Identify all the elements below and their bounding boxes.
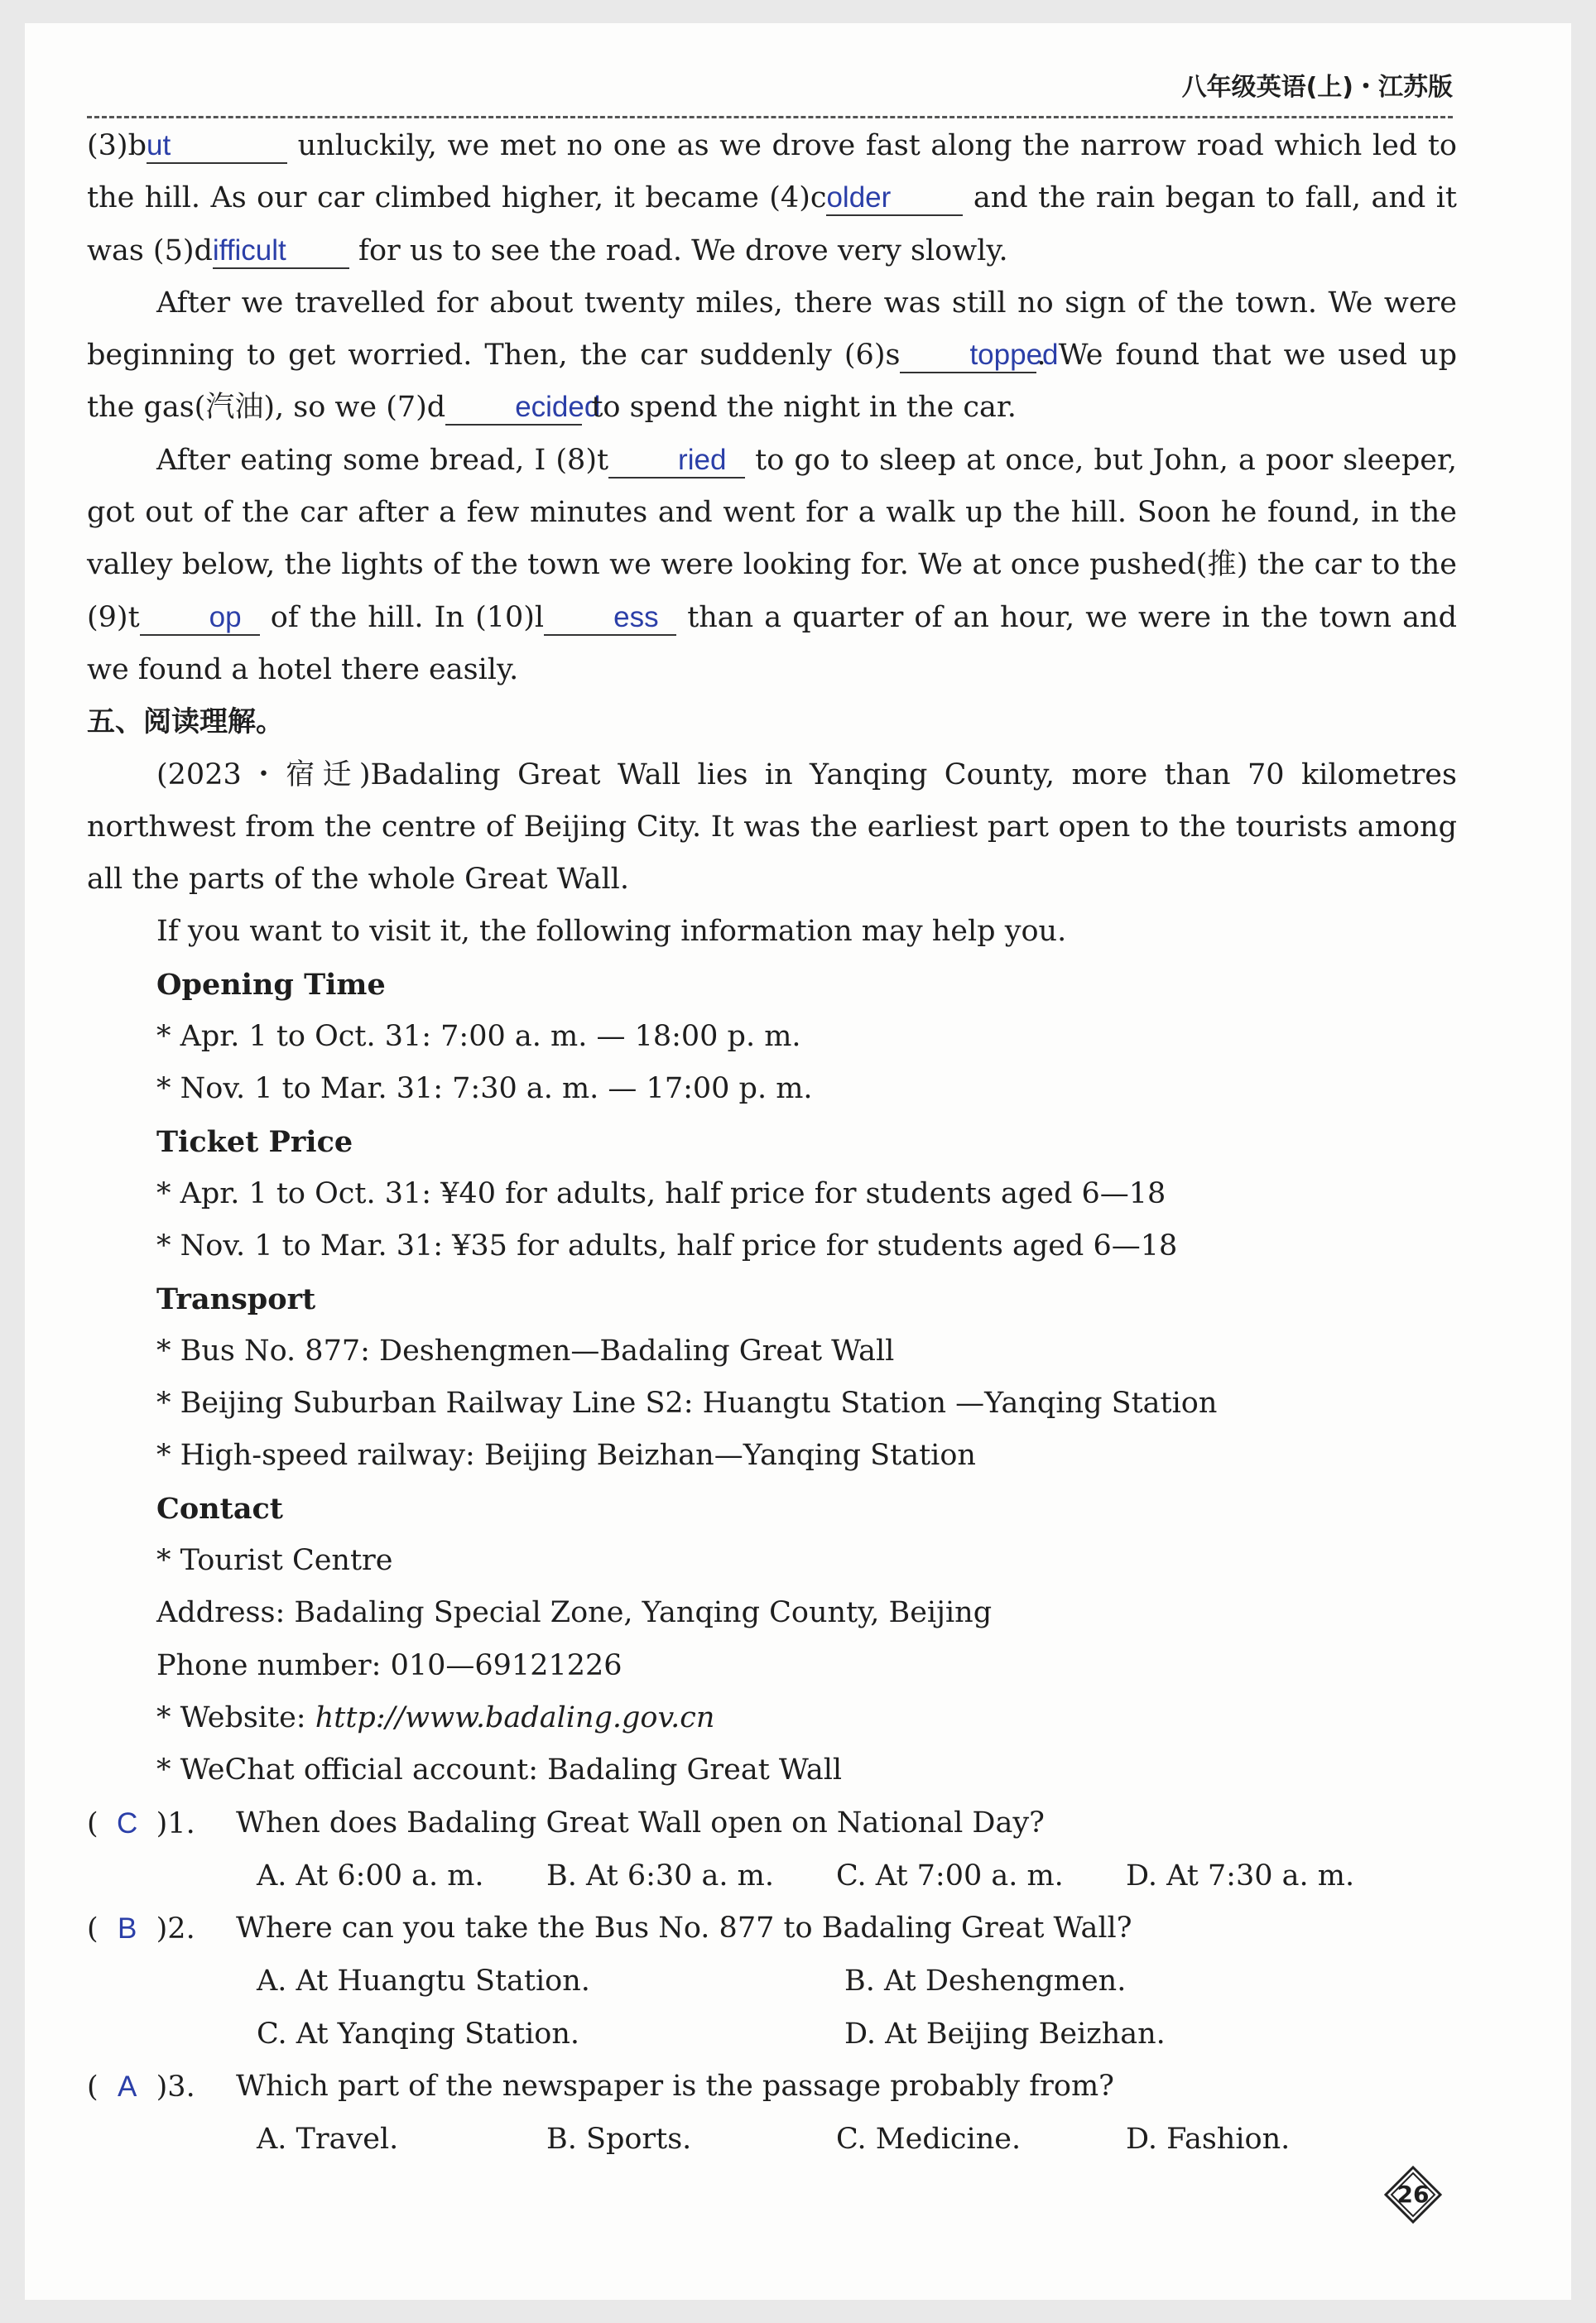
- transport-line: * High-speed railway: Beijing Beizhan—Yanqing Station: [156, 1439, 976, 1473]
- answer-blank-3: ut: [147, 129, 287, 164]
- opening-time-heading: Opening Time: [156, 967, 386, 1002]
- ticket-price-heading: Ticket Price: [156, 1124, 353, 1159]
- blank-number: (9)t: [87, 600, 140, 634]
- transport-heading: Transport: [156, 1282, 316, 1316]
- transport-line: * Beijing Suburban Railway Line S2: Huangtu Station —Yanqing Station: [156, 1387, 1218, 1421]
- answer-blank-10: ess: [544, 601, 676, 636]
- question-number: )3.: [156, 2070, 195, 2104]
- question-1: [87, 1797, 1457, 1850]
- header-title: 八年级英语(上)・江苏版: [1181, 73, 1453, 102]
- answer-blank-8: ried: [608, 444, 745, 479]
- answer-blank-4: older: [826, 181, 963, 216]
- question-text: When does Badaling Great Wall open on National Day?: [236, 1806, 1045, 1840]
- question-2: [87, 1902, 1457, 1955]
- opening-time-line: * Nov. 1 to Mar. 31: 7:30 a. m. — 17:00 p. m.: [156, 1072, 813, 1106]
- answer-blank-5: ifficult: [213, 234, 349, 269]
- answer-bracket: [87, 1902, 236, 1955]
- passage-paragraph-2: [87, 277, 1457, 435]
- opening-time-line: * Apr. 1 to Oct. 31: 7:00 a. m. — 18:00 p. m.: [156, 1020, 801, 1054]
- ticket-price-line: * Apr. 1 to Oct. 31: ¥40 for adults, half price for students aged 6—18: [156, 1176, 1166, 1210]
- page-number-badge: [1384, 2166, 1442, 2224]
- blank-number: (7)d: [386, 391, 446, 425]
- question-2-options-row-2: [87, 2008, 1457, 2061]
- passage-paragraph-1: [87, 120, 1457, 277]
- blank-number: (6)s: [844, 339, 901, 373]
- passage-text: After we travelled for about twenty miles, there was still no sign of the town. We were beginning to get worried. Then, the car suddenly: [87, 286, 1457, 373]
- answer-choice: B: [117, 1912, 137, 1945]
- answer-blank-6: topped: [900, 339, 1036, 373]
- blank-number: (8)t: [555, 443, 609, 477]
- passage-text: and the rain began to fall, and it was: [87, 181, 1457, 267]
- option-b: B. At Deshengmen.: [844, 1965, 1127, 1998]
- question-2-options-row-1: [87, 1955, 1457, 2008]
- option-d: D. Fashion.: [1126, 2123, 1291, 2157]
- reading-lead: If you want to visit it, the following information may help you.: [156, 915, 1067, 949]
- reading-intro: (2023・宿迁)Badaling Great Wall lies in Yanqing County, more than 70 kilometres northwest from the centre of Beijing City. It was the earliest part open to the tourists among all the parts of the whole Great Wall.: [87, 758, 1457, 897]
- passage-text: to spend the night in the car.: [582, 391, 1017, 425]
- contact-wechat: * WeChat official account: Badaling Great Wall: [156, 1753, 843, 1787]
- ticket-price-line: * Nov. 1 to Mar. 31: ¥35 for adults, half price for students aged 6—18: [156, 1229, 1178, 1263]
- passage-text: unluckily, we met no one as we drove fast along the narrow road which led to the hill. As our car climbed higher, it became: [87, 129, 1457, 215]
- page-content: [87, 120, 1457, 2167]
- blank-number: (3)b: [87, 129, 147, 162]
- passage-text: After eating some bread, I: [156, 443, 556, 477]
- answer-bracket: [87, 2061, 236, 2114]
- option-d: D. At 7:30 a. m.: [1126, 1859, 1355, 1893]
- bracket-open: (: [87, 2070, 99, 2104]
- option-a: A. Travel.: [257, 2123, 399, 2157]
- contact-phone: Phone number: 010—69121226: [156, 1648, 623, 1682]
- answer-choice: C: [117, 1806, 138, 1840]
- section-title: 五、阅读理解。: [87, 705, 284, 739]
- passage-text: . We found that we used up the gas(汽油), so we: [87, 339, 1457, 425]
- option-d: D. At Beijing Beizhan.: [844, 2017, 1166, 2051]
- answer-blank-9: op: [140, 601, 260, 636]
- transport-line: * Bus No. 877: Deshengmen—Badaling Great Wall: [156, 1334, 895, 1368]
- question-3: [87, 2061, 1457, 2114]
- question-3-options: [87, 2114, 1457, 2166]
- website-url: http://www.badaling.gov.cn: [315, 1700, 715, 1734]
- passage-text: to go to sleep at once, but John, a poor sleeper, got out of the car after a few minutes and went for a walk up the hill. Soon he found, in the valley below, the lights of the town we were looking for. We at once pushed(推) the car to the: [87, 443, 1457, 582]
- page-number: 26: [1396, 2181, 1430, 2208]
- question-text: Where can you take the Bus No. 877 to Badaling Great Wall?: [236, 1912, 1132, 1945]
- contact-website: [87, 1692, 1457, 1744]
- passage-text: of the hill. In: [259, 600, 476, 634]
- blank-number: (4)c: [769, 181, 827, 215]
- passage-text: for us to see the road. We drove very slowly.: [349, 233, 1008, 267]
- page-header: [87, 66, 1453, 118]
- bracket-open: (: [87, 1912, 99, 1946]
- contact-heading: Contact: [156, 1491, 283, 1526]
- option-c: C. At Yanqing Station.: [257, 2017, 580, 2051]
- question-text: Which part of the newspaper is the passage probably from?: [236, 2069, 1114, 2103]
- option-b: B. At 6:30 a. m.: [546, 1859, 774, 1893]
- option-a: A. At Huangtu Station.: [257, 1965, 590, 1998]
- option-c: C. Medicine.: [836, 2123, 1022, 2157]
- question-number: )2.: [156, 1912, 195, 1946]
- website-label: * Website:: [156, 1700, 315, 1734]
- question-1-options: [87, 1850, 1457, 1902]
- passage-paragraph-3: [87, 435, 1457, 696]
- option-c: C. At 7:00 a. m.: [836, 1859, 1064, 1893]
- passage-text: than a quarter of an hour, we were in the town and we found a hotel there easily.: [87, 600, 1457, 686]
- option-b: B. Sports.: [546, 2123, 692, 2157]
- question-number: )1.: [156, 1806, 195, 1840]
- option-a: A. At 6:00 a. m.: [257, 1859, 484, 1893]
- blank-number: (10)l: [475, 600, 545, 634]
- answer-bracket: [87, 1797, 236, 1850]
- contact-centre: * Tourist Centre: [156, 1544, 393, 1578]
- contact-address: Address: Badaling Special Zone, Yanqing County, Beijing: [156, 1596, 993, 1630]
- answer-blank-7: ecided: [445, 391, 582, 426]
- answer-choice: A: [117, 2070, 137, 2103]
- bracket-open: (: [87, 1806, 99, 1840]
- blank-number: (5)d: [152, 233, 213, 267]
